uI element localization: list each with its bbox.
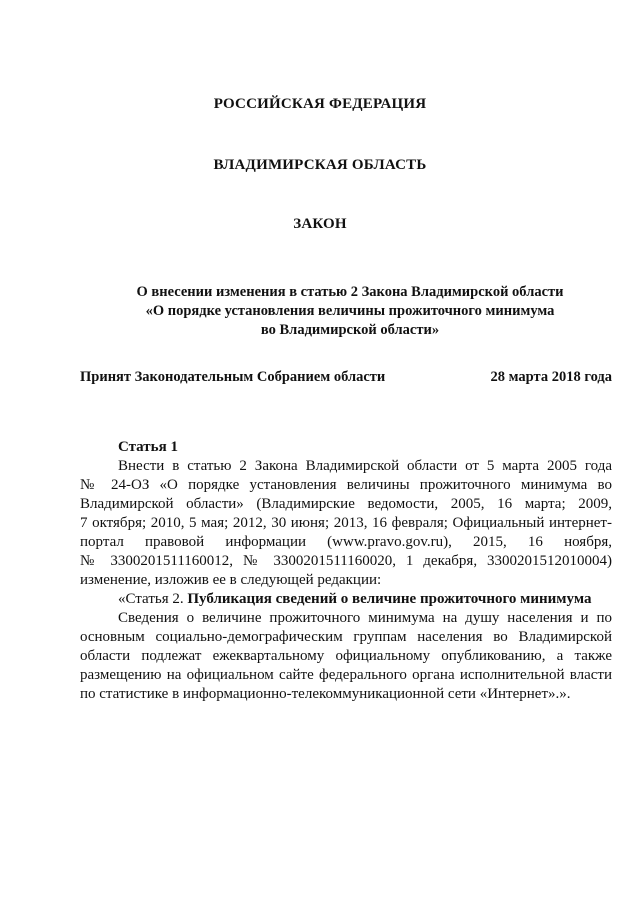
quoted-article-title: Публикация сведений о величине прожиточного минимума [187,591,592,607]
article-line: № 3300201511160012, № 3300201511160020, 1 декабря, 3300201512010004) [80,553,612,569]
adoption-row [80,369,612,386]
article-line: 7 октября; 2010, 5 мая; 2012, 30 июня; 2013, 16 февраля; Официальный интернет- [80,515,612,531]
article-line: портал правовой информации (www.pravo.gov.ru), 2015, 16 ноября, [80,534,612,550]
adoption-date: 28 марта 2018 года [490,369,612,385]
law-title-line-2: «О порядке установления величины прожиточного минимума [145,303,555,319]
country-heading: РОССИЙСКАЯ ФЕДЕРАЦИЯ [213,96,427,112]
content-line: Сведения о величине прожиточного минимума на душу населения и по [118,610,612,626]
article-line: № 24-ОЗ «О порядке установления величины прожиточного минимума во [80,477,612,493]
article-line: Внести в статью 2 Закона Владимирской области от 5 марта 2005 года [118,458,612,474]
content-line: основным социально-демографическим группам населения во Владимирской [80,629,612,645]
content-line: размещению на официальном сайте федерального органа исполнительной власти [80,667,612,683]
content-line: по статистике в информационно-телекоммуникационной сети «Интернет».». [80,686,571,702]
doc-type-heading: ЗАКОН [293,216,347,232]
law-title [60,283,640,340]
law-title-line-3: во Владимирской области» [260,322,440,338]
quoted-article-prefix: «Статья 2. [118,591,184,607]
article-line: Владимирской области» (Владимирские ведомости, 2005, 16 марта; 2009, [80,496,612,512]
adopted-by: Принят Законодательным Собранием области [80,369,386,385]
article-title: Статья 1 [118,439,178,455]
quoted-article-heading [80,590,612,609]
law-title-line-1: О внесении изменения в статью 2 Закона Владимирской области [136,284,564,300]
article-body [80,457,612,704]
region-heading: ВЛАДИМИРСКАЯ ОБЛАСТЬ [213,157,427,173]
article-line: изменение, изложив ее в следующей редакции: [80,572,382,588]
content-line: области подлежат ежеквартальному официальному опубликованию, а также [80,648,612,664]
